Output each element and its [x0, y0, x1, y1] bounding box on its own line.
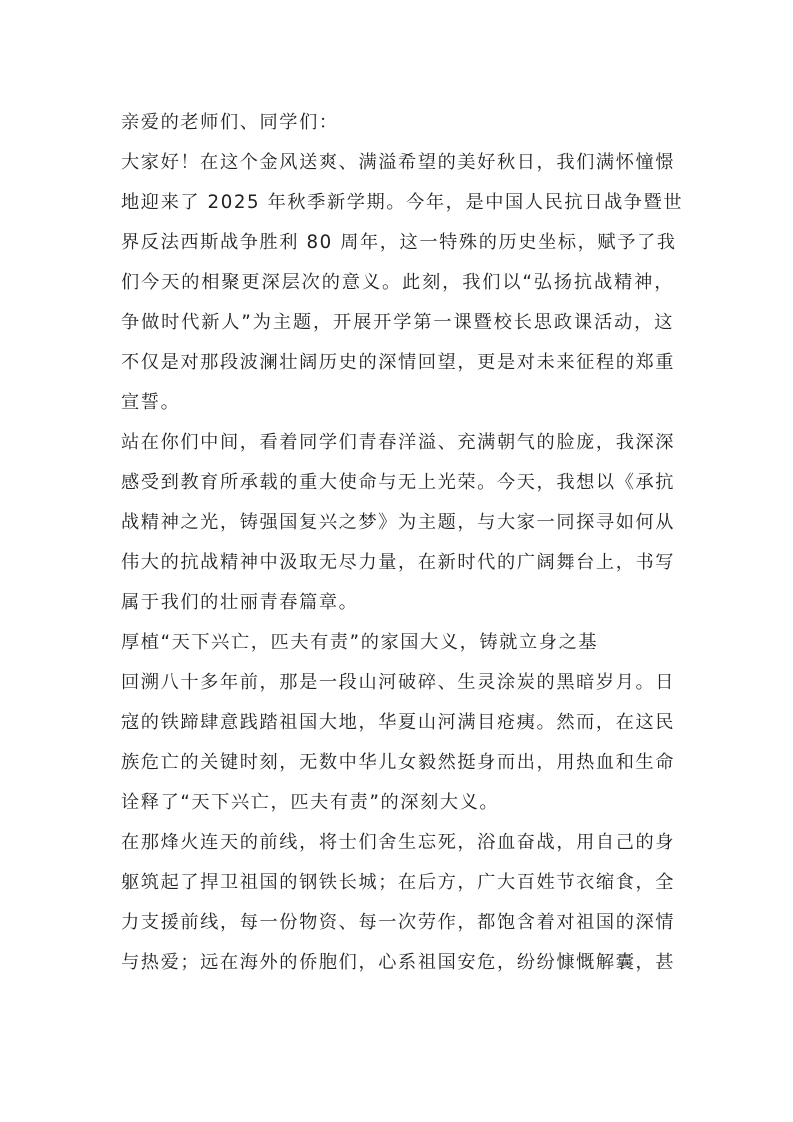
section-heading: 厚植“天下兴亡，匹夫有责”的家国大义，铸就立身之基: [121, 632, 599, 653]
paragraph-3-line-2: 寇的铁蹄肆意践踏祖国大地，华夏山河满目疮痍。然而，在这民: [121, 712, 676, 733]
paragraph-3-line-1: 回溯八十多年前，那是一段山河破碎、生灵涂炭的黑暗岁月。日: [121, 672, 676, 693]
paragraph-2-line-4: 伟大的抗战精神中汲取无尽力量，在新时代的广阔舞台上，书写: [121, 552, 676, 573]
paragraph-3-line-3: 族危亡的关键时刻，无数中华儿女毅然挺身而出，用热血和生命: [121, 752, 676, 773]
paragraph-4-line-2: 躯筑起了捍卫祖国的钢铁长城；在后方，广大百姓节衣缩食，全: [121, 872, 676, 893]
paragraph-3-line-4: 诠释了“天下兴亡，匹夫有责”的深刻大义。: [121, 792, 500, 813]
paragraph-4-line-1: 在那烽火连天的前线，将士们舍生忘死，浴血奋战，用自己的身: [121, 832, 676, 853]
salutation-line: 亲爱的老师们、同学们：: [121, 112, 339, 133]
paragraph-2-line-1: 站在你们中间，看着同学们青春洋溢、充满朝气的脸庞，我深深: [121, 432, 676, 453]
paragraph-1-line-2: 地迎来了 2025 年秋季新学期。今年，是中国人民抗日战争暨世: [121, 192, 684, 213]
paragraph-4-line-3: 力支援前线，每一份物资、每一次劳作，都饱含着对祖国的深情: [121, 912, 676, 933]
paragraph-1-line-1: 大家好！在这个金风送爽、满溢希望的美好秋日，我们满怀憧憬: [121, 152, 676, 173]
paragraph-1-line-3: 界反法西斯战争胜利 80 周年，这一特殊的历史坐标，赋予了我: [121, 232, 677, 253]
paragraph-1-line-4: 们今天的相聚更深层次的意义。此刻，我们以“弘扬抗战精神，: [121, 272, 674, 293]
paragraph-1-line-5: 争做时代新人”为主题，开展开学第一课暨校长思政课活动，这: [121, 312, 674, 333]
document-page: [121, 103, 684, 983]
paragraph-2-line-3: 战精神之光，铸强国复兴之梦》为主题，与大家一同探寻如何从: [121, 512, 676, 533]
paragraph-2-line-2: 感受到教育所承载的重大使命与无上光荣。今天，我想以《承抗: [121, 472, 676, 493]
paragraph-4-line-4: 与热爱；远在海外的侨胞们，心系祖国安危，纷纷慷慨解囊，甚: [121, 952, 676, 973]
paragraph-2-line-5: 属于我们的壮丽青春篇章。: [121, 592, 359, 613]
paragraph-1-line-7: 宣誓。: [121, 392, 181, 413]
paragraph-1-line-6: 不仅是对那段波澜壮阔历史的深情回望，更是对未来征程的郑重: [121, 352, 676, 373]
